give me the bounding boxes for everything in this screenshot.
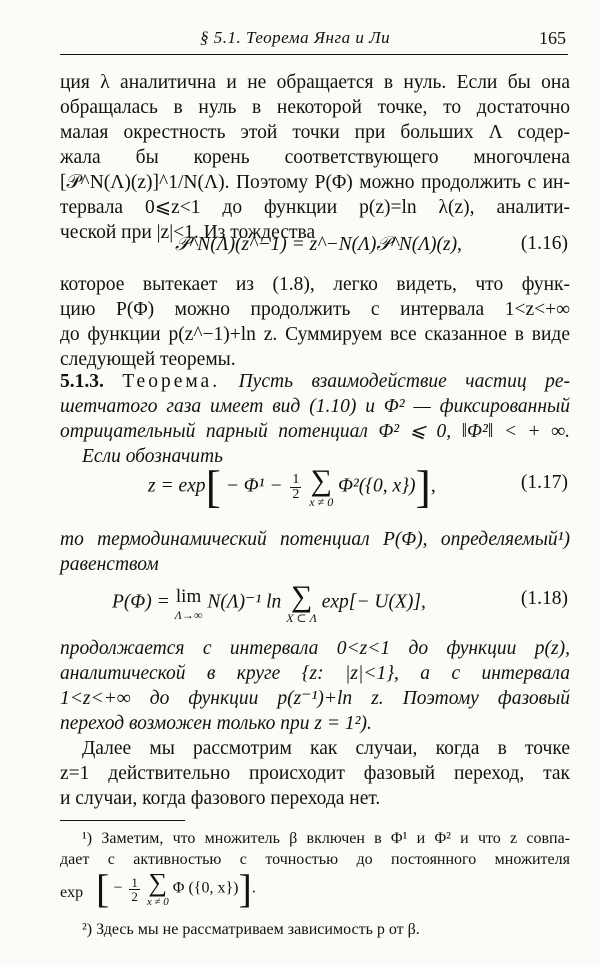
text-line: следующей теоремы. (60, 349, 236, 370)
text-line: цию P(Φ) можно продолжить с интервала 1<z<+∞ (60, 299, 570, 320)
footnote-2: ²) Здесь мы не рассматриваем зависимость p от β. (82, 921, 420, 938)
sum-operator: ∑ x ≠ 0 (309, 464, 334, 509)
equation-formula: 𝒫^N(Λ)(z^−1) = z^−N(Λ)𝒫^N(Λ)(z), (175, 234, 462, 255)
text-line: отрицательный парный потенциал Φ² ⩽ 0, ‖Φ²‖ < + ∞. (60, 421, 570, 442)
running-title: § 5.1. Теорема Янга и Ли (200, 28, 391, 47)
text-line: тервала 0⩽z<1 до функции p(z)=ln λ(z), аналити- (60, 197, 570, 218)
equation-1-16 (60, 233, 570, 263)
text-line: обращалась в нуль в некоторой точке, то достаточно (60, 97, 570, 118)
footnote-rule (60, 820, 185, 821)
equation-formula: z = exp[ − Φ¹ − $\frac{1}{2}$ ∑ x ≠ 0 Φ²({0, x})], (148, 461, 436, 512)
text-line: [𝒫^N(Λ)(z)]^1/N(Λ). Поэтому P(Φ) можно продолжить с ин- (60, 172, 570, 193)
fraction: $\frac{1}{2}$ (292, 471, 300, 502)
equation-number: (1.18) (520, 588, 568, 609)
closing-paragraph (60, 736, 570, 811)
text-line: малая окрестность этой точки при больших Λ содер- (60, 122, 570, 143)
footnote-1-line: дает с активностью с точностью до постоянного множителя (60, 851, 570, 868)
equation-1-17 (60, 461, 570, 514)
sum-operator: ∑ X ⊂ Λ (286, 580, 317, 625)
running-header (60, 22, 568, 55)
text-line: переход возможен только при z = 1²). (60, 713, 372, 734)
text-line: которое вытекает из (1.8), легко видеть, что функ- (60, 274, 570, 295)
text-line: равенством (60, 554, 159, 575)
footnote-1-formula: exp [ − $\frac{1}{2}$ ∑ x ≠ 0 Φ ({0, x})]. (60, 866, 256, 911)
text-line: до функции p(z^−1)+ln z. Суммируем все сказанное в виде (60, 324, 570, 345)
continuation-paragraph (60, 636, 570, 736)
text-line: то термодинамический потенциал P(Φ), определяемый¹) (60, 529, 570, 550)
text-line: и случаи, когда фазового перехода нет. (60, 788, 381, 809)
text-line: шетчатого газа имеет вид (1.10) и Φ² — фиксированный (60, 396, 570, 417)
text-line: z=1 действительно происходит фазовый переход, так (60, 763, 570, 784)
text-line: аналитической в круге {z: |z|<1}, а с интервала (60, 663, 570, 684)
mid-paragraph (60, 527, 570, 577)
text-line: ческой при |z|<1. Из тождества (60, 222, 316, 243)
text-line (60, 369, 570, 394)
text-line: 1<z<+∞ до функции p(z⁻¹)+ln z. Поэтому фазовый (60, 688, 570, 709)
intro-paragraph (60, 70, 570, 245)
footnotes (60, 828, 570, 940)
text-line: Если обозначить (82, 446, 224, 467)
after-equation-paragraph (60, 272, 570, 372)
text-line: жала бы корень соответствующего многочлена (60, 147, 570, 168)
theorem-text: Пусть взаимодействие частиц ре- (238, 371, 570, 392)
text-line: ция λ аналитична и не обращается в нуль. Если бы она (60, 72, 570, 93)
limit-operator: lim Λ→∞ (174, 586, 203, 622)
theorem-block (60, 369, 570, 469)
equation-1-18 (60, 582, 570, 630)
theorem-word: Теорема. (122, 371, 221, 392)
text-line: продолжается с интервала 0<z<1 до функции p(z), (60, 638, 570, 659)
eq-inner: Φ²({0, x}) (338, 475, 416, 497)
footnote-1-line: ¹) Заметим, что множитель β включен в Φ¹ и Φ² и что z совпа- (82, 830, 570, 847)
equation-number: (1.16) (520, 233, 568, 254)
text-line: Далее мы рассмотрим как случаи, когда в точке (82, 738, 570, 759)
eq-inner: − Φ¹ − (225, 475, 283, 497)
theorem-label: 5.1.3. (60, 371, 104, 392)
equation-formula: P(Φ) = lim Λ→∞ N(Λ)⁻¹ ln ∑ X ⊂ Λ exp[− U(X)], (112, 580, 426, 625)
equation-number: (1.17) (520, 472, 568, 493)
eq-left: z = exp (148, 475, 206, 497)
page-number: 165 (539, 28, 566, 48)
